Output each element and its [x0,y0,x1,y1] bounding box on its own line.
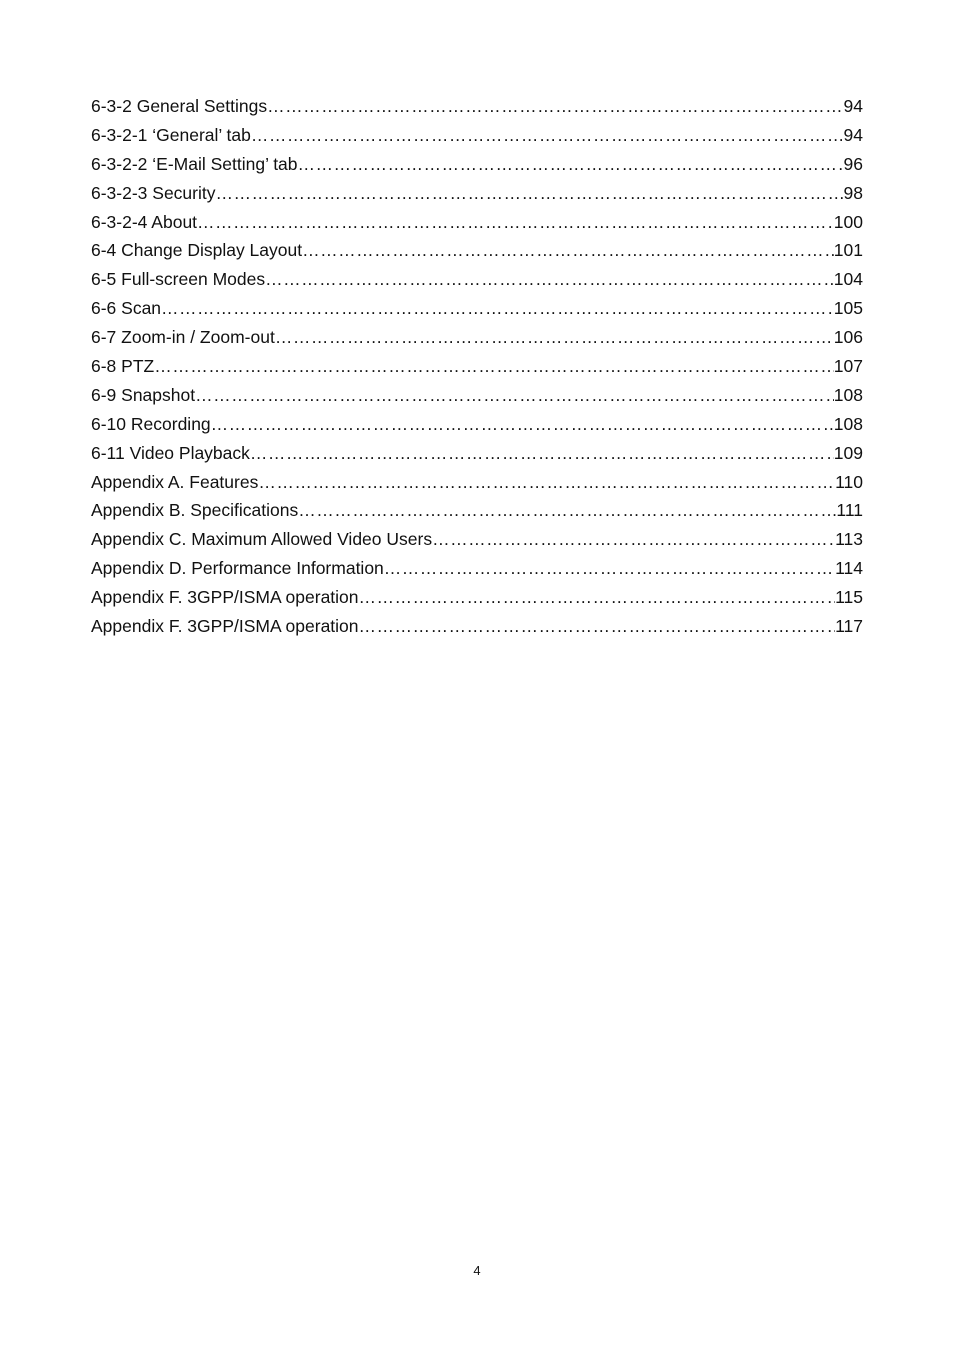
toc-entry-title: 6-8 PTZ [91,356,155,377]
toc-entry[interactable] [91,179,863,208]
toc-entry-page: 110 [835,471,863,492]
toc-entry[interactable] [91,150,863,179]
toc-entry-title: Appendix A. Features [91,471,259,492]
toc-entry-title: 6-3-2-4 About [91,211,198,232]
toc-entry-page: 114 [835,558,863,579]
toc-entry[interactable] [91,439,863,468]
toc-entry-page: 100 [833,211,863,232]
toc-entry-page: 98 [843,182,863,203]
toc-leader-dots [432,525,835,554]
toc-entry-page: 108 [833,413,863,434]
toc-leader-dots [211,410,834,439]
toc-leader-dots [197,208,834,237]
toc-leader-dots [359,612,836,641]
toc-entry[interactable] [91,121,863,150]
toc-leader-dots [265,265,834,294]
toc-entry-page: 109 [833,442,863,463]
toc-entry[interactable] [91,294,863,323]
toc-entry-title: 6-5 Full-screen Modes [91,269,266,290]
toc-entry[interactable] [91,583,863,612]
toc-entry[interactable] [91,468,863,497]
toc-entry[interactable] [91,265,863,294]
toc-entry-title: 6-11 Video Playback [91,442,250,463]
toc-entry-page: 96 [843,153,863,174]
toc-entry-title: 6-6 Scan [91,298,162,319]
toc-entry-title: 6-3-2-2 ‘E-Mail Setting’ tab [91,153,298,174]
toc-leader-dots [258,468,835,497]
toc-entry-title: 6-10 Recording [91,413,211,434]
toc-entry[interactable] [91,352,863,381]
toc-leader-dots [251,121,844,150]
toc-entry[interactable] [91,410,863,439]
toc-entry-page: 107 [833,356,863,377]
toc-entry-page: 115 [835,587,863,608]
toc-entry-page: 94 [843,96,863,116]
toc-entry-page: 117 [835,616,863,637]
toc-entry[interactable] [91,92,863,121]
toc-leader-dots [161,294,834,323]
toc-entry-title: 6-4 Change Display Layout [91,240,303,261]
toc-entry[interactable] [91,323,863,352]
toc-entry[interactable] [91,525,863,554]
toc-entry-page: 108 [833,384,863,405]
toc-entry-title: 6-3-2 General Settings [91,96,268,116]
toc-leader-dots [298,496,836,525]
toc-leader-dots [384,554,835,583]
toc-leader-dots [216,179,844,208]
toc-entry[interactable] [91,612,863,641]
toc-entry-title: Appendix B. Specifications [91,500,299,521]
table-of-contents [91,92,863,641]
toc-leader-dots [275,323,834,352]
toc-leader-dots [298,150,844,179]
toc-entry-page: 94 [843,124,863,145]
toc-entry[interactable] [91,208,863,237]
toc-leader-dots [195,381,834,410]
toc-entry-page: 101 [833,240,863,261]
toc-entry[interactable] [91,496,863,525]
toc-entry-title: 6-9 Snapshot [91,384,196,405]
toc-entry-title: 6-3-2-3 Security [91,182,216,203]
toc-entry[interactable] [91,381,863,410]
toc-entry-title: Appendix C. Maximum Allowed Video Users [91,529,433,550]
toc-entry-page: 106 [833,327,863,348]
toc-entry[interactable] [91,236,863,265]
toc-leader-dots [302,236,834,265]
toc-entry-title: Appendix F. 3GPP/ISMA operation [91,616,359,637]
toc-entry-title: Appendix D. Performance Information [91,558,384,579]
toc-entry[interactable] [91,554,863,583]
toc-leader-dots [267,92,843,121]
toc-entry-page: 111 [836,500,863,521]
toc-entry-title: 6-7 Zoom-in / Zoom-out [91,327,275,348]
toc-leader-dots [359,583,836,612]
toc-entry-page: 104 [833,269,863,290]
toc-entry-title: 6-3-2-1 ‘General’ tab [91,124,251,145]
toc-entry-page: 105 [833,298,863,319]
toc-leader-dots [250,439,834,468]
toc-leader-dots [154,352,834,381]
toc-entry-page: 113 [835,529,863,550]
toc-entry-title: Appendix F. 3GPP/ISMA operation [91,587,359,608]
page-number: 4 [473,1263,481,1278]
